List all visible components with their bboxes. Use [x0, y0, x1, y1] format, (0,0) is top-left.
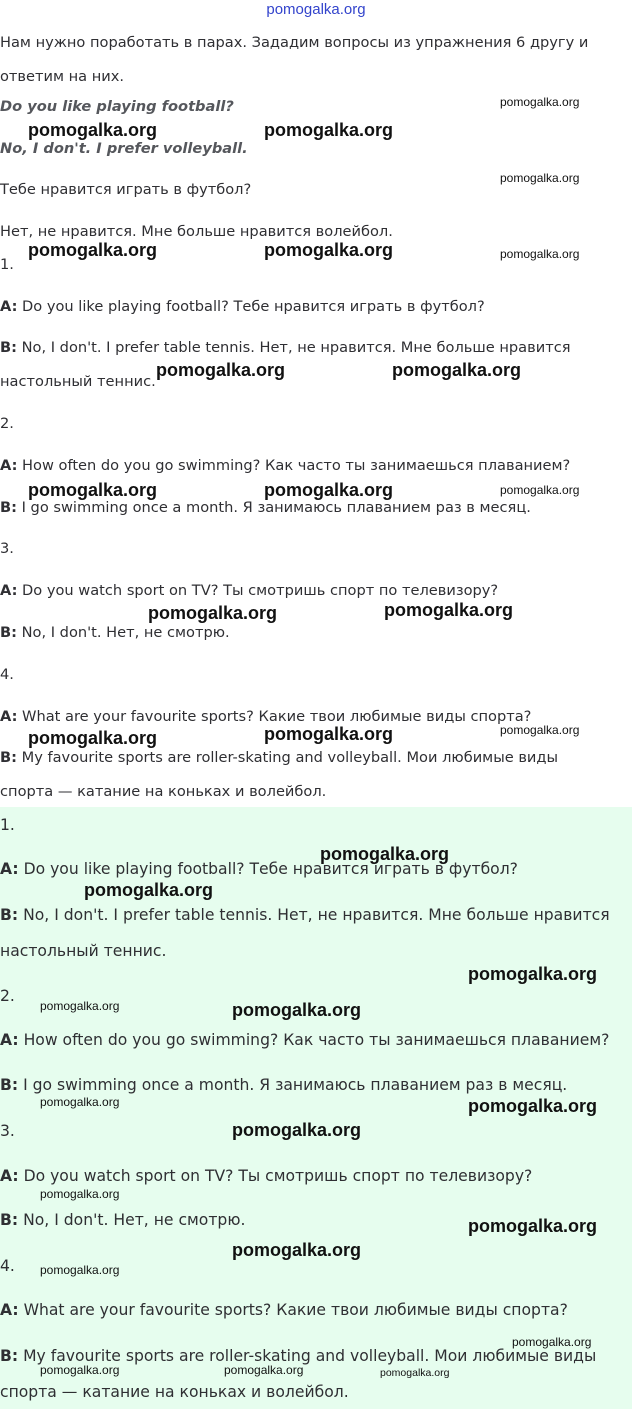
dialog-line-b [0, 1211, 245, 1229]
watermark: pomogalka.org [500, 723, 580, 737]
role-b-label: B: [0, 1076, 19, 1094]
watermark: pomogalka.org [392, 360, 522, 380]
role-a-label: A: [0, 708, 18, 725]
watermark: pomogalka.org [28, 120, 158, 140]
watermark: pomogalka.org [500, 483, 580, 497]
role-b-label: B: [0, 339, 17, 356]
watermark: pomogalka.org [40, 999, 120, 1013]
watermark: pomogalka.org [84, 880, 214, 900]
watermark: pomogalka.org [264, 480, 394, 500]
dialog-number: 4. [0, 666, 14, 683]
dialog-text: No, I don't. Нет, не смотрю. [23, 1211, 246, 1229]
dialog-line-b [0, 1076, 567, 1094]
dialog-line-b [0, 624, 230, 642]
watermark: pomogalka.org [224, 1363, 304, 1377]
role-b-label: B: [0, 624, 17, 641]
watermark: pomogalka.org [156, 360, 286, 380]
role-a-label: A: [0, 457, 18, 474]
site-header-link[interactable]: pomogalka.org [266, 1, 366, 18]
dialog-number: 1. [0, 816, 15, 834]
watermark: pomogalka.org [264, 120, 394, 140]
dialog-line-a [0, 1301, 568, 1319]
role-b-label: B: [0, 906, 19, 924]
dialog-text: Do you like playing football? Тебе нравится играть в футбол? [23, 860, 518, 878]
watermark: pomogalka.org [468, 1216, 598, 1236]
dialog-line-a [0, 1031, 609, 1049]
watermark: pomogalka.org [264, 724, 394, 744]
watermark: pomogalka.org [320, 844, 450, 864]
dialog-text: My favourite sports are roller-skating and volleyball. Мои любимые виды спорта — катание на коньках и волейбол. [0, 749, 559, 800]
watermark: pomogalka.org [500, 95, 580, 109]
dialog-text: My favourite sports are roller-skating and volleyball. Мои любимые виды спорта — катание на коньках и волейбол. [0, 1347, 597, 1401]
dialog-text: What are your favourite sports? Какие твои любимые виды спорта? [23, 1301, 568, 1319]
example-question-en: Do you like playing football? [0, 98, 234, 115]
dialog-line-a [0, 298, 485, 316]
dialog-number: 2. [0, 415, 14, 432]
dialog-text: No, I don't. I prefer table tennis. Нет, не нравится. Мне больше нравится настольный теннис. [0, 906, 610, 960]
dialog-number: 2. [0, 987, 15, 1005]
dialog-text: No, I don't. Нет, не смотрю. [21, 624, 230, 641]
watermark: pomogalka.org [40, 1187, 120, 1201]
dialog-text: I go swimming once a month. Я занимаюсь плаванием раз в месяц. [23, 1076, 568, 1094]
dialog-text: How often do you go swimming? Как часто ты занимаешься плаванием? [23, 1031, 610, 1049]
role-a-label: A: [0, 1031, 19, 1049]
dialog-line-a [0, 457, 570, 475]
dialog-line-b [0, 499, 531, 517]
dialog-line-b [0, 741, 600, 809]
watermark: pomogalka.org [468, 1096, 598, 1116]
dialog-text: No, I don't. I prefer table tennis. Нет, не нравится. Мне больше нравится настольный теннис. [0, 339, 571, 390]
dialog-number: 1. [0, 256, 14, 273]
dialog-text: Do you watch sport on TV? Ты смотришь спорт по телевизору? [23, 1167, 533, 1185]
example-question-ru: Тебе нравится играть в футбол? [0, 181, 252, 198]
dialog-text: Do you watch sport on TV? Ты смотришь спорт по телевизору? [22, 582, 499, 599]
intro-text: Нам нужно поработать в парах. Зададим вопросы из упражнения 6 другу и ответим на них. [0, 34, 589, 85]
watermark: pomogalka.org [148, 603, 278, 623]
watermark: pomogalka.org [232, 1240, 362, 1260]
role-b-label: B: [0, 1211, 19, 1229]
example-answer-en: No, I don't. I prefer volleyball. [0, 140, 248, 157]
watermark: pomogalka.org [264, 240, 394, 260]
role-b-label: B: [0, 499, 17, 516]
role-b-label: B: [0, 1347, 19, 1365]
dialog-line-a [0, 1167, 532, 1185]
watermark: pomogalka.org [40, 1363, 120, 1377]
role-a-label: A: [0, 582, 18, 599]
dialog-number: 4. [0, 1257, 15, 1275]
watermark: pomogalka.org [40, 1263, 120, 1277]
watermark: pomogalka.org [500, 171, 580, 185]
role-a-label: A: [0, 1167, 19, 1185]
watermark: pomogalka.org [28, 728, 158, 748]
dialog-number: 3. [0, 1122, 15, 1140]
watermark: pomogalka.org [384, 600, 514, 620]
dialog-text: I go swimming once a month. Я занимаюсь плаванием раз в месяц. [21, 499, 531, 516]
dialog-number: 3. [0, 540, 14, 557]
watermark: pomogalka.org [500, 247, 580, 261]
dialog-text: What are your favourite sports? Какие твои любимые виды спорта? [22, 708, 532, 725]
watermark: pomogalka.org [232, 1000, 362, 1020]
role-b-label: B: [0, 749, 17, 766]
watermark: pomogalka.org [380, 1367, 450, 1379]
watermark: pomogalka.org [28, 240, 158, 260]
watermark: pomogalka.org [468, 964, 598, 984]
role-a-label: A: [0, 860, 19, 878]
example-answer-ru: Нет, не нравится. Мне больше нравится волейбол. [0, 223, 393, 240]
watermark: pomogalka.org [28, 480, 158, 500]
dialog-line-a [0, 582, 498, 600]
watermark: pomogalka.org [512, 1335, 592, 1349]
role-a-label: A: [0, 298, 18, 315]
watermark: pomogalka.org [40, 1095, 120, 1109]
dialog-text: Do you like playing football? Тебе нравится играть в футбол? [22, 298, 485, 315]
dialog-text: How often do you go swimming? Как часто ты занимаешься плаванием? [22, 457, 571, 474]
watermark: pomogalka.org [232, 1120, 362, 1140]
role-a-label: A: [0, 1301, 19, 1319]
dialog-line-b [0, 897, 625, 969]
